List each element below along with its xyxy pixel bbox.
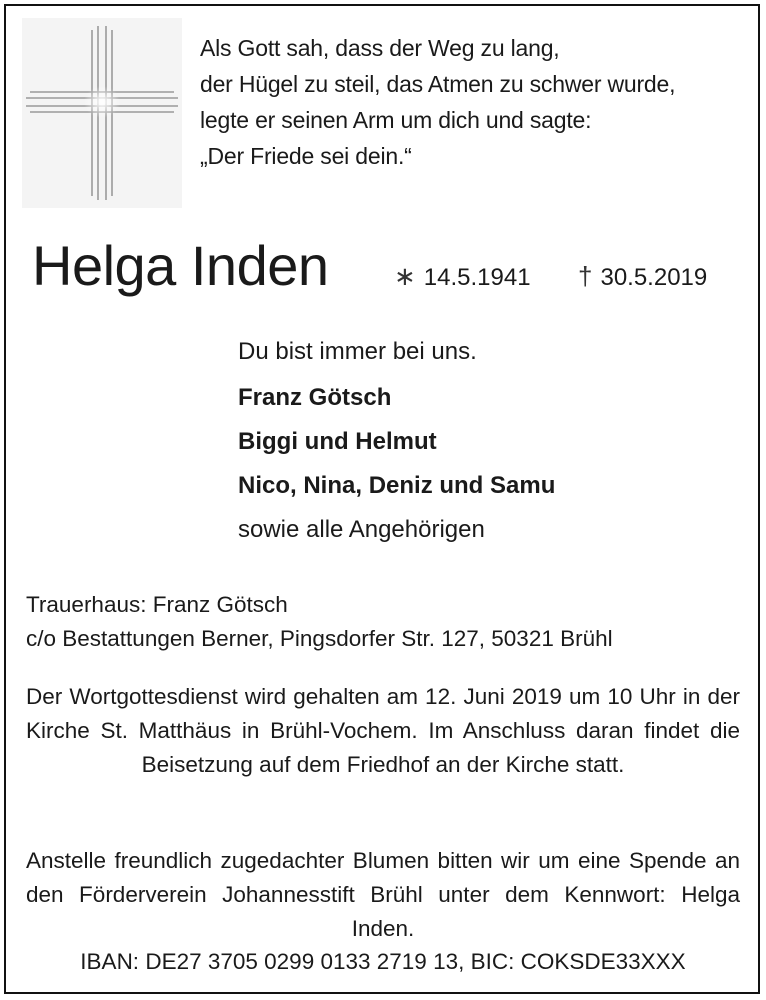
- death-date-group: [578, 258, 707, 296]
- family-intro: Du bist immer bei uns.: [238, 338, 477, 365]
- death-cross-icon: †: [578, 261, 593, 291]
- cross-emblem: [22, 18, 182, 208]
- mourning-house-name: Trauerhaus: Franz Götsch: [26, 592, 288, 617]
- quote-line: der Hügel zu steil, das Atmen zu schwer wurde,: [200, 71, 676, 97]
- birth-star-icon: ∗: [394, 261, 416, 291]
- family-member: Biggi und Helmut: [238, 428, 437, 455]
- birth-date-group: [394, 258, 531, 296]
- quote-line: Als Gott sah, dass der Weg zu lang,: [200, 35, 560, 61]
- family-closing: sowie alle Angehörigen: [238, 516, 485, 543]
- death-date: 30.5.2019: [600, 264, 708, 291]
- quote-line: legte er seinen Arm um dich und sagte:: [200, 107, 592, 133]
- mourning-house-address: c/o Bestattungen Berner, Pingsdorfer Str. 127, 50321 Brühl: [26, 626, 613, 651]
- donation-notice: Anstelle freundlich zugedachter Blumen bitten wir um eine Spende an den Förderverein Johannesstift Brühl unter dem Kennwort: Helga Inden.: [26, 848, 740, 941]
- birth-date: 14.5.1941: [423, 264, 531, 291]
- quote-line: „Der Friede sei dein.“: [200, 143, 412, 169]
- family-member: Nico, Nina, Deniz und Samu: [238, 472, 556, 499]
- cross-icon: [22, 18, 182, 208]
- service-notice: Der Wortgottesdienst wird gehalten am 12. Juni 2019 um 10 Uhr in der Kirche St. Matthäus in Brühl-Vochem. Im Anschluss daran findet die Beisetzung auf dem Friedhof an der Kirche statt.: [26, 684, 740, 777]
- family-signatures: [238, 330, 555, 552]
- opening-quote: [200, 30, 760, 174]
- deceased-name: Helga Inden: [32, 234, 329, 297]
- mourning-house: [26, 588, 742, 656]
- bank-details: IBAN: DE27 3705 0299 0133 2719 13, BIC: COKSDE33XXX: [80, 949, 686, 974]
- family-member: Franz Götsch: [238, 384, 392, 411]
